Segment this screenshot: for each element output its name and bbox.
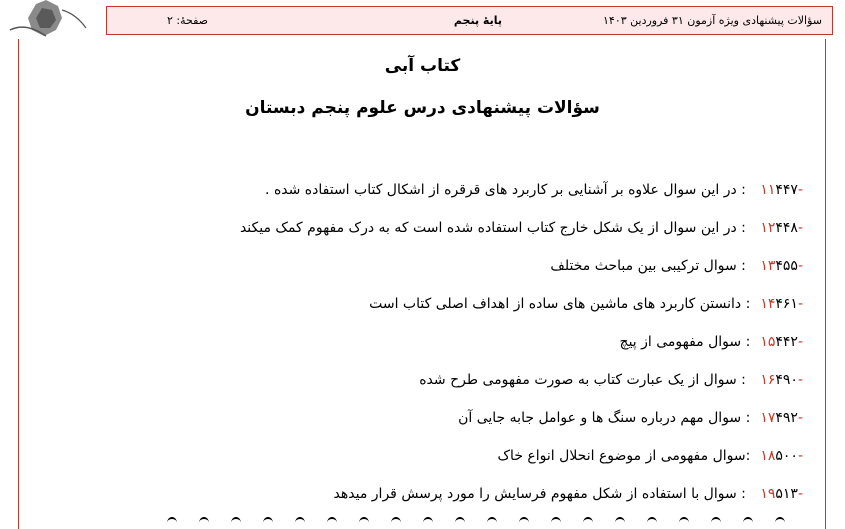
question-number: -۱۶ xyxy=(760,372,803,388)
question-text: ۴۴۲: سوال مفهومی از پیچ xyxy=(619,334,798,350)
question-number: -۱۲ xyxy=(760,220,803,236)
exam-title: سؤالات پیشنهادی ویژه آزمون ۳۱ فروردین ۱۴۰۳ xyxy=(603,14,822,27)
truncated-next-line xyxy=(85,514,785,524)
question-number: -۱۹ xyxy=(760,486,803,502)
page-header-bar xyxy=(106,6,833,35)
list-item xyxy=(83,327,803,365)
grade-label: پایهٔ پنجم xyxy=(453,14,502,27)
question-text: ۵۰۰:سوال مفهومی از موضوع انحلال انواع خاک xyxy=(497,448,798,464)
question-text: ۵۱۳ : سوال با استفاده از شکل مفهوم فرسایش را مورد پرسش قرار میدهد xyxy=(333,486,798,502)
question-number: -۱۱ xyxy=(760,182,803,198)
subject-heading: سؤالات پیشنهادی درس علوم پنجم دبستان xyxy=(245,98,600,118)
list-item xyxy=(83,441,803,479)
question-text: ۴۹۲: سوال مهم درباره سنگ ها و عوامل جابه جایی آن xyxy=(458,410,798,426)
question-number: -۱۸ xyxy=(760,448,803,464)
question-text: ۴۵۵ : سوال ترکیبی بین مباحث مختلف xyxy=(550,258,798,274)
list-item xyxy=(83,365,803,403)
list-item xyxy=(83,289,803,327)
publisher-logo-icon xyxy=(6,0,90,40)
list-item xyxy=(83,479,803,517)
book-heading: کتاب آبی xyxy=(384,56,461,76)
list-item xyxy=(83,403,803,441)
question-number: -۱۳ xyxy=(760,258,803,274)
list-item xyxy=(83,251,803,289)
question-number: -۱۴ xyxy=(760,296,803,312)
publisher-logo xyxy=(6,0,90,40)
question-text: ۴۹۰ : سوال از یک عبارت کتاب به صورت مفهومی طرح شده xyxy=(419,372,798,388)
question-number: -۱۷ xyxy=(760,410,803,426)
question-text: ۴۶۱: دانستن کاربرد های ماشین های ساده از اهداف اصلی کتاب است xyxy=(369,296,798,312)
question-number: -۱۵ xyxy=(760,334,803,350)
list-item xyxy=(83,175,803,213)
page-number: صفحهٔ: ۲ xyxy=(167,14,209,27)
list-item xyxy=(83,213,803,251)
question-list xyxy=(83,175,803,517)
question-text: ۴۴۸ : در این سوال از یک شکل خارج کتاب استفاده شده است که به درک مفهوم کمک میکند xyxy=(239,220,798,236)
question-text: ۴۴۷ : در این سوال علاوه بر آشنایی بر کاربرد های قرقره از اشکال کتاب استفاده شده . xyxy=(265,182,798,198)
